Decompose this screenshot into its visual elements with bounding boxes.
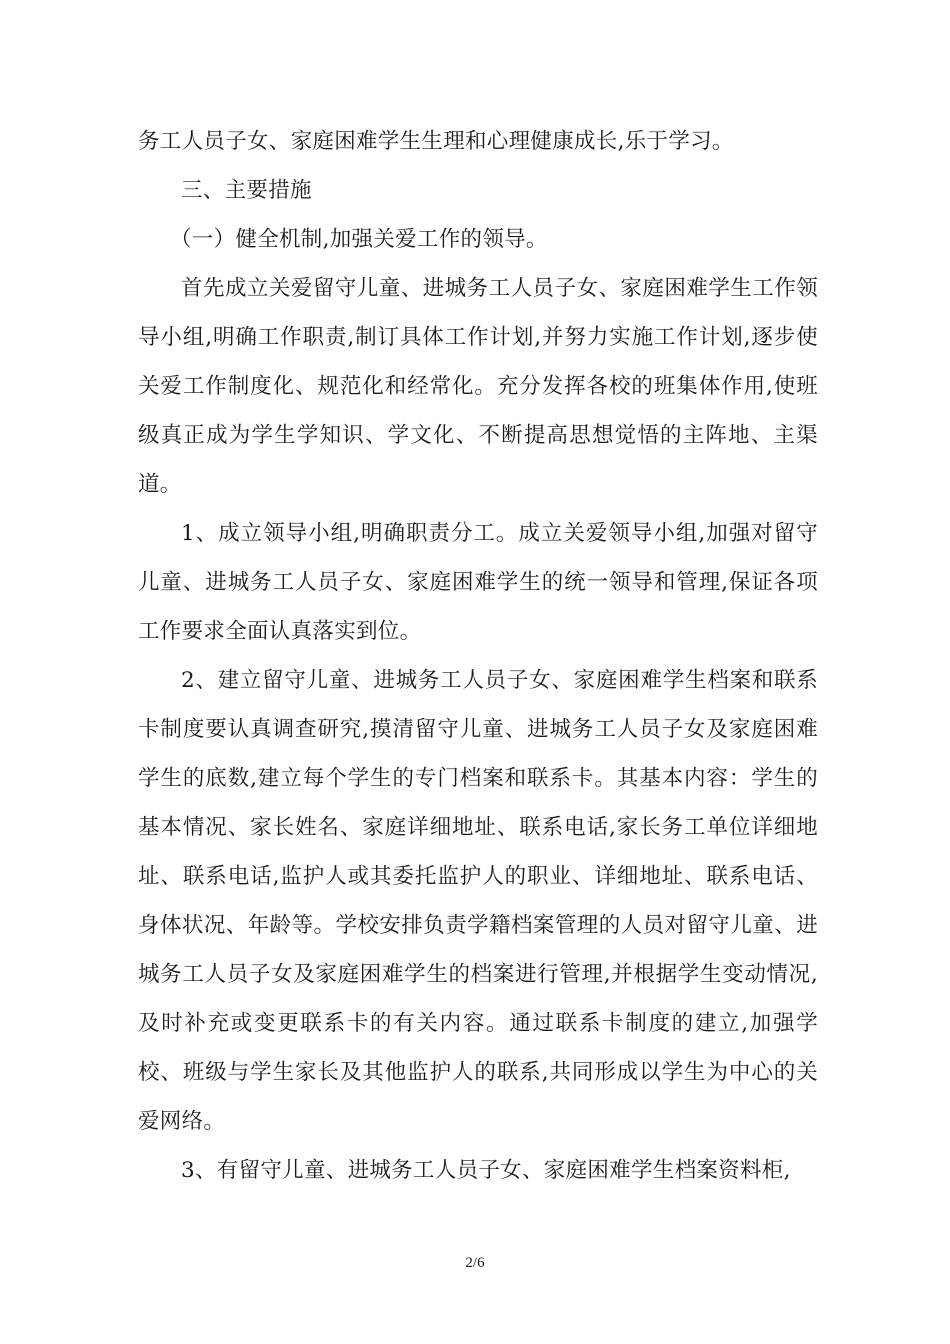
- paragraph: 2、建立留守儿童、进城务工人员子女、家庭困难学生档案和联系卡制度要认真调查研究,摸清留守儿童、进城务工人员子女及家庭困难学生的底数,建立每个学生的专门档案和联系卡。其基本内容：学生的基本情况、家长姓名、家庭详细地址、联系电话,家长务工单位详细地址、联系电话,监护人或其委托监护人的职业、详细地址、联系电话、身体状况、年龄等。学校安排负责学籍档案管理的人员对留守儿童、进城务工人员子女及家庭困难学生的档案进行管理,并根据学生变动情况,及时补充或变更联系卡的有关内容。通过联系卡制度的建立,加强学校、班级与学生家长及其他监护人的联系,共同形成以学生为中心的关爱网络。: [138, 668, 818, 1134]
- paragraph: 3、有留守儿童、进城务工人员子女、家庭困难学生档案资料柜,: [181, 1158, 791, 1183]
- page-number: 2/6: [465, 1255, 485, 1271]
- subsection-heading: （一）健全机制,加强关爱工作的领导。: [170, 227, 548, 252]
- paragraph: 首先成立关爱留守儿童、进城务工人员子女、家庭困难学生工作领导小组,明确工作职责,制订具体工作计划,并努力实施工作计划,逐步使关爱工作制度化、规范化和经常化。充分发挥各校的班集体作用,使班级真正成为学生学知识、学文化、不断提高思想觉悟的主阵地、主渠道。: [138, 276, 818, 497]
- paragraph: 1、成立领导小组,明确职责分工。成立关爱领导小组,加强对留守儿童、进城务工人员子女、家庭困难学生的统一领导和管理,保证各项工作要求全面认真落实到位。: [138, 521, 818, 644]
- document-body: [138, 117, 818, 1195]
- paragraph-continuation: 务工人员子女、家庭困难学生生理和心理健康成长,乐于学习。: [138, 129, 734, 154]
- section-heading: 三、主要措施: [181, 178, 312, 203]
